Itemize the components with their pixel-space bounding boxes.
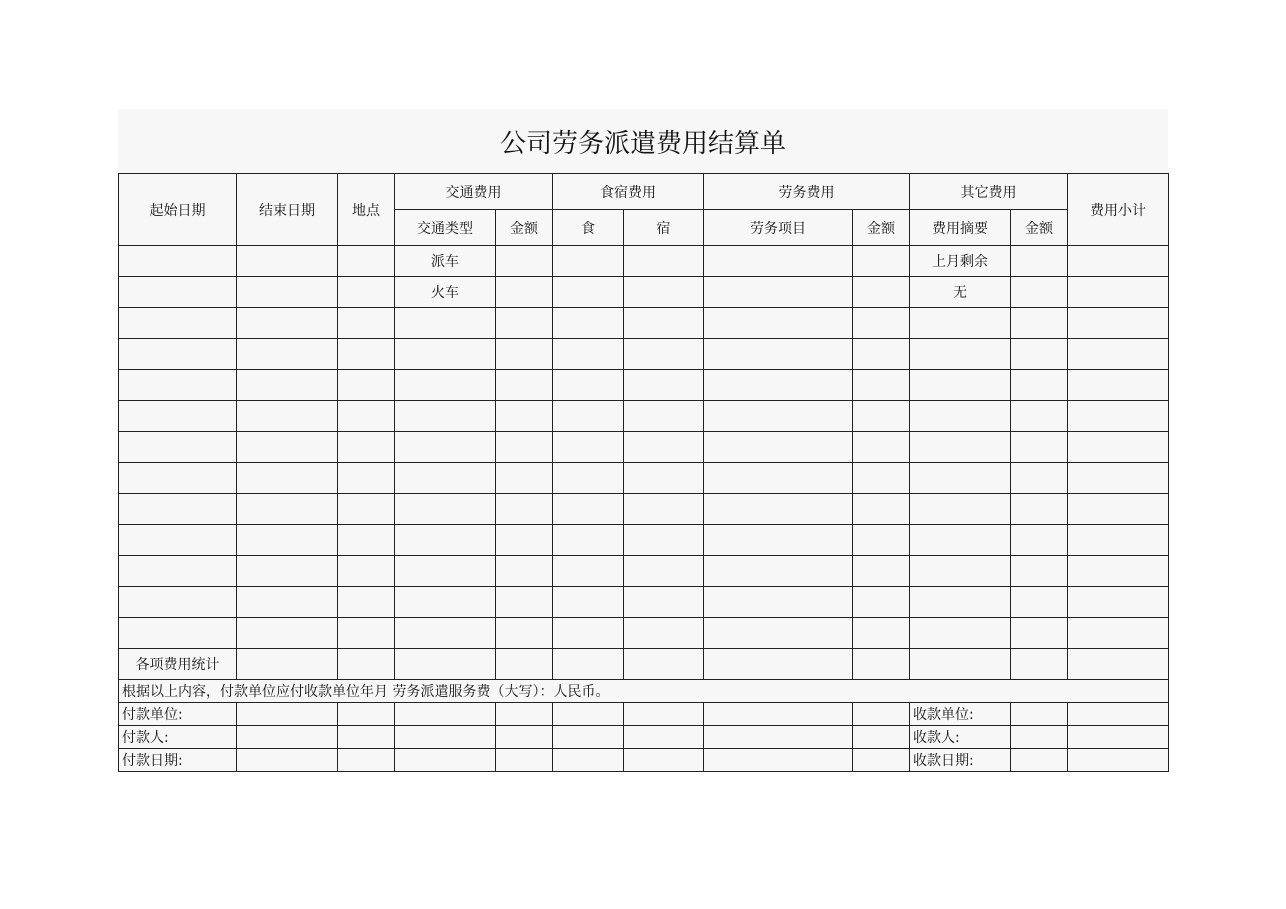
table-cell[interactable]: [1011, 649, 1068, 680]
table-row: [119, 556, 1169, 587]
other-summary-cell[interactable]: [910, 401, 1011, 432]
table-row: [119, 277, 1169, 308]
transport-type-cell[interactable]: [395, 308, 496, 339]
table-cell[interactable]: [624, 556, 704, 587]
table-cell[interactable]: [704, 649, 853, 680]
table-cell[interactable]: [704, 587, 853, 618]
table-cell[interactable]: [1068, 277, 1169, 308]
table-cell[interactable]: [1068, 749, 1169, 772]
table-cell[interactable]: [853, 649, 910, 680]
other-summary-cell[interactable]: 无: [910, 277, 1011, 308]
table-cell[interactable]: [1011, 308, 1068, 339]
table-cell[interactable]: [237, 649, 338, 680]
other-summary-cell[interactable]: [910, 587, 1011, 618]
table-row: [119, 401, 1169, 432]
table-cell[interactable]: [338, 277, 395, 308]
table-cell[interactable]: [624, 246, 704, 277]
other-summary-cell[interactable]: [910, 525, 1011, 556]
transport-type-cell[interactable]: [395, 401, 496, 432]
table-cell[interactable]: [237, 525, 338, 556]
table-row: [119, 432, 1169, 463]
table-cell[interactable]: [496, 432, 553, 463]
table-cell[interactable]: [910, 649, 1011, 680]
table-cell[interactable]: [853, 749, 910, 772]
header-other-amount: 金额: [1011, 210, 1068, 246]
transport-type-cell[interactable]: [395, 463, 496, 494]
table-cell[interactable]: [853, 401, 910, 432]
other-summary-cell[interactable]: [910, 618, 1011, 649]
other-summary-cell[interactable]: [910, 339, 1011, 370]
table-cell[interactable]: [496, 277, 553, 308]
header-other-summary: 费用摘要: [910, 210, 1011, 246]
statement-row: [119, 680, 1169, 703]
table-cell[interactable]: [496, 749, 553, 772]
table-cell[interactable]: [1068, 463, 1169, 494]
table-cell[interactable]: [1068, 726, 1169, 749]
payee-date-label: 收款日期:: [910, 749, 1011, 772]
table-cell[interactable]: [338, 246, 395, 277]
header-labor-amount: 金额: [853, 210, 910, 246]
table-cell[interactable]: [624, 308, 704, 339]
data-rows: [119, 246, 1169, 649]
table-cell[interactable]: [853, 556, 910, 587]
total-label: 各项费用统计: [119, 649, 237, 680]
table-row: [119, 246, 1169, 277]
table-cell[interactable]: [1068, 649, 1169, 680]
table-cell[interactable]: [1011, 525, 1068, 556]
table-cell[interactable]: [624, 463, 704, 494]
other-summary-cell[interactable]: 上月剩余: [910, 246, 1011, 277]
table-cell[interactable]: [496, 339, 553, 370]
table-cell[interactable]: [338, 494, 395, 525]
table-cell[interactable]: [338, 618, 395, 649]
table-cell[interactable]: [1011, 494, 1068, 525]
table-cell[interactable]: [853, 726, 910, 749]
table-cell[interactable]: [704, 308, 853, 339]
table-cell[interactable]: [1068, 308, 1169, 339]
table-cell[interactable]: [1068, 703, 1169, 726]
table-cell[interactable]: [624, 525, 704, 556]
table-cell[interactable]: [1068, 525, 1169, 556]
table-cell[interactable]: [119, 587, 237, 618]
table-cell[interactable]: [338, 308, 395, 339]
table-cell[interactable]: [624, 649, 704, 680]
table-cell[interactable]: [704, 618, 853, 649]
table-row: [119, 525, 1169, 556]
header-end-date: 结束日期: [237, 174, 338, 246]
settlement-table: [118, 173, 1169, 772]
table-cell[interactable]: [338, 749, 395, 772]
statement-text: 根据以上内容，付款单位应付收款单位年月 劳务派遣服务费（大写）：人民币。: [119, 680, 1169, 703]
table-cell[interactable]: [496, 703, 553, 726]
table-cell[interactable]: [704, 401, 853, 432]
table-cell[interactable]: [1068, 432, 1169, 463]
other-summary-cell[interactable]: [910, 556, 1011, 587]
table-cell[interactable]: [553, 401, 624, 432]
table-cell[interactable]: [553, 463, 624, 494]
transport-type-cell[interactable]: [395, 370, 496, 401]
table-cell[interactable]: [704, 463, 853, 494]
table-cell[interactable]: [237, 587, 338, 618]
table-cell[interactable]: [624, 726, 704, 749]
table-cell[interactable]: [237, 401, 338, 432]
table-cell[interactable]: [704, 494, 853, 525]
table-cell[interactable]: [1011, 749, 1068, 772]
table-cell[interactable]: [119, 463, 237, 494]
table-cell[interactable]: [624, 703, 704, 726]
table-cell[interactable]: [395, 726, 496, 749]
table-cell[interactable]: [553, 432, 624, 463]
table-cell[interactable]: [624, 370, 704, 401]
payer-unit-label: 付款单位:: [119, 703, 237, 726]
table-cell[interactable]: [853, 587, 910, 618]
table-cell[interactable]: [496, 525, 553, 556]
table-cell[interactable]: [1068, 587, 1169, 618]
table-cell[interactable]: [853, 703, 910, 726]
payee-person-label: 收款人:: [910, 726, 1011, 749]
table-cell[interactable]: [496, 649, 553, 680]
table-cell[interactable]: [237, 494, 338, 525]
table-cell[interactable]: [119, 246, 237, 277]
table-cell[interactable]: [553, 556, 624, 587]
table-cell[interactable]: [338, 587, 395, 618]
table-cell[interactable]: [237, 618, 338, 649]
transport-type-cell[interactable]: [395, 525, 496, 556]
table-cell[interactable]: [237, 339, 338, 370]
table-cell[interactable]: [496, 587, 553, 618]
table-cell[interactable]: [624, 587, 704, 618]
table-cell[interactable]: [119, 618, 237, 649]
table-row: [119, 618, 1169, 649]
footer-row-date: [119, 749, 1169, 772]
table-cell[interactable]: [1011, 277, 1068, 308]
table-cell[interactable]: [237, 246, 338, 277]
table-cell[interactable]: [624, 277, 704, 308]
table-cell[interactable]: [853, 432, 910, 463]
transport-type-cell[interactable]: [395, 556, 496, 587]
table-cell[interactable]: [237, 432, 338, 463]
other-summary-cell[interactable]: [910, 432, 1011, 463]
table-cell[interactable]: [553, 246, 624, 277]
table-cell[interactable]: [624, 749, 704, 772]
table-cell[interactable]: [624, 494, 704, 525]
table-cell[interactable]: [338, 649, 395, 680]
table-cell[interactable]: [496, 463, 553, 494]
table-cell[interactable]: [704, 339, 853, 370]
table-row: [119, 494, 1169, 525]
header-lodging: 食宿费用: [553, 174, 704, 210]
header-transport-type: 交通类型: [395, 210, 496, 246]
table-cell[interactable]: [338, 556, 395, 587]
table-cell[interactable]: [237, 556, 338, 587]
table-cell[interactable]: [553, 749, 624, 772]
table-cell[interactable]: [237, 749, 338, 772]
table-cell[interactable]: [853, 277, 910, 308]
table-cell[interactable]: [624, 618, 704, 649]
footer-row-unit: [119, 703, 1169, 726]
table-cell[interactable]: [338, 726, 395, 749]
table-cell[interactable]: [704, 370, 853, 401]
header-stay: 宿: [624, 210, 704, 246]
header-labor: 劳务费用: [704, 174, 910, 210]
table-cell[interactable]: [237, 370, 338, 401]
table-cell[interactable]: [338, 463, 395, 494]
table-cell[interactable]: [338, 432, 395, 463]
table-cell[interactable]: [1011, 556, 1068, 587]
payee-unit-label: 收款单位:: [910, 703, 1011, 726]
table-cell[interactable]: [1068, 618, 1169, 649]
table-cell[interactable]: [553, 494, 624, 525]
table-cell[interactable]: [1068, 246, 1169, 277]
table-cell[interactable]: [237, 277, 338, 308]
table-row: [119, 463, 1169, 494]
table-cell[interactable]: [704, 703, 853, 726]
table-cell[interactable]: [853, 463, 910, 494]
table-cell[interactable]: [553, 703, 624, 726]
table-cell[interactable]: [553, 308, 624, 339]
table-row: [119, 339, 1169, 370]
settlement-sheet: [118, 109, 1168, 772]
table-cell[interactable]: [704, 277, 853, 308]
table-cell[interactable]: [853, 370, 910, 401]
table-cell[interactable]: [237, 726, 338, 749]
sheet-title: 公司劳务派遣费用结算单: [118, 109, 1168, 173]
table-cell[interactable]: [553, 649, 624, 680]
table-cell[interactable]: [1068, 494, 1169, 525]
table-cell[interactable]: [853, 308, 910, 339]
table-cell[interactable]: [553, 370, 624, 401]
table-row: [119, 370, 1169, 401]
table-cell[interactable]: [119, 308, 237, 339]
payer-date-label: 付款日期:: [119, 749, 237, 772]
table-cell[interactable]: [1011, 246, 1068, 277]
table-cell[interactable]: [119, 339, 237, 370]
payer-person-label: 付款人:: [119, 726, 237, 749]
table-cell[interactable]: [853, 525, 910, 556]
table-cell[interactable]: [496, 494, 553, 525]
transport-type-cell[interactable]: [395, 432, 496, 463]
table-cell[interactable]: [338, 370, 395, 401]
table-cell[interactable]: [237, 308, 338, 339]
table-cell[interactable]: [1068, 339, 1169, 370]
table-cell[interactable]: [338, 401, 395, 432]
table-cell[interactable]: [553, 587, 624, 618]
other-summary-cell[interactable]: [910, 494, 1011, 525]
table-cell[interactable]: [853, 246, 910, 277]
table-cell[interactable]: [119, 432, 237, 463]
table-cell[interactable]: [1011, 432, 1068, 463]
other-summary-cell[interactable]: [910, 463, 1011, 494]
table-cell[interactable]: [1068, 556, 1169, 587]
table-cell[interactable]: [1011, 726, 1068, 749]
table-cell[interactable]: [237, 463, 338, 494]
table-cell[interactable]: [119, 525, 237, 556]
footer-row-person: [119, 726, 1169, 749]
table-cell[interactable]: [624, 401, 704, 432]
table-cell[interactable]: [624, 432, 704, 463]
table-cell[interactable]: [496, 370, 553, 401]
table-cell[interactable]: [1068, 370, 1169, 401]
table-cell[interactable]: [395, 649, 496, 680]
transport-type-cell[interactable]: [395, 494, 496, 525]
table-cell[interactable]: [119, 494, 237, 525]
table-cell[interactable]: [496, 308, 553, 339]
table-cell[interactable]: [338, 703, 395, 726]
transport-type-cell[interactable]: 火车: [395, 277, 496, 308]
table-cell[interactable]: [553, 277, 624, 308]
table-cell[interactable]: [853, 339, 910, 370]
transport-type-cell[interactable]: [395, 587, 496, 618]
other-summary-cell[interactable]: [910, 308, 1011, 339]
table-cell[interactable]: [496, 618, 553, 649]
table-cell[interactable]: [338, 525, 395, 556]
table-cell[interactable]: [1011, 618, 1068, 649]
table-cell[interactable]: [496, 726, 553, 749]
total-row: [119, 649, 1169, 680]
table-cell[interactable]: [704, 525, 853, 556]
header-row-1: [119, 174, 1169, 210]
table-cell[interactable]: [338, 339, 395, 370]
table-cell[interactable]: [704, 556, 853, 587]
transport-type-cell[interactable]: 派车: [395, 246, 496, 277]
table-cell[interactable]: [395, 749, 496, 772]
table-cell[interactable]: [1011, 703, 1068, 726]
header-location: 地点: [338, 174, 395, 246]
table-cell[interactable]: [704, 749, 853, 772]
header-start-date: 起始日期: [119, 174, 237, 246]
table-cell[interactable]: [553, 726, 624, 749]
table-row: [119, 308, 1169, 339]
header-transport-amount: 金额: [496, 210, 553, 246]
table-cell[interactable]: [1068, 401, 1169, 432]
table-cell[interactable]: [1011, 463, 1068, 494]
transport-type-cell[interactable]: [395, 618, 496, 649]
transport-type-cell[interactable]: [395, 339, 496, 370]
table-cell[interactable]: [704, 432, 853, 463]
table-cell[interactable]: [704, 246, 853, 277]
table-cell[interactable]: [119, 277, 237, 308]
other-summary-cell[interactable]: [910, 370, 1011, 401]
table-cell[interactable]: [496, 246, 553, 277]
header-subtotal: 费用小计: [1068, 174, 1169, 246]
table-cell[interactable]: [853, 494, 910, 525]
table-cell[interactable]: [496, 401, 553, 432]
table-cell[interactable]: [1011, 401, 1068, 432]
table-cell[interactable]: [1011, 370, 1068, 401]
table-cell[interactable]: [496, 556, 553, 587]
table-cell[interactable]: [553, 618, 624, 649]
header-labor-item: 劳务项目: [704, 210, 853, 246]
table-cell[interactable]: [1011, 587, 1068, 618]
table-cell[interactable]: [624, 339, 704, 370]
table-cell[interactable]: [119, 401, 237, 432]
table-cell[interactable]: [1011, 339, 1068, 370]
table-row: [119, 587, 1169, 618]
table-cell[interactable]: [704, 726, 853, 749]
header-food: 食: [553, 210, 624, 246]
table-cell[interactable]: [237, 703, 338, 726]
table-cell[interactable]: [553, 525, 624, 556]
header-transport: 交通费用: [395, 174, 553, 210]
table-cell[interactable]: [395, 703, 496, 726]
table-cell[interactable]: [553, 339, 624, 370]
table-cell[interactable]: [119, 370, 237, 401]
table-cell[interactable]: [119, 556, 237, 587]
header-other: 其它费用: [910, 174, 1068, 210]
table-cell[interactable]: [853, 618, 910, 649]
